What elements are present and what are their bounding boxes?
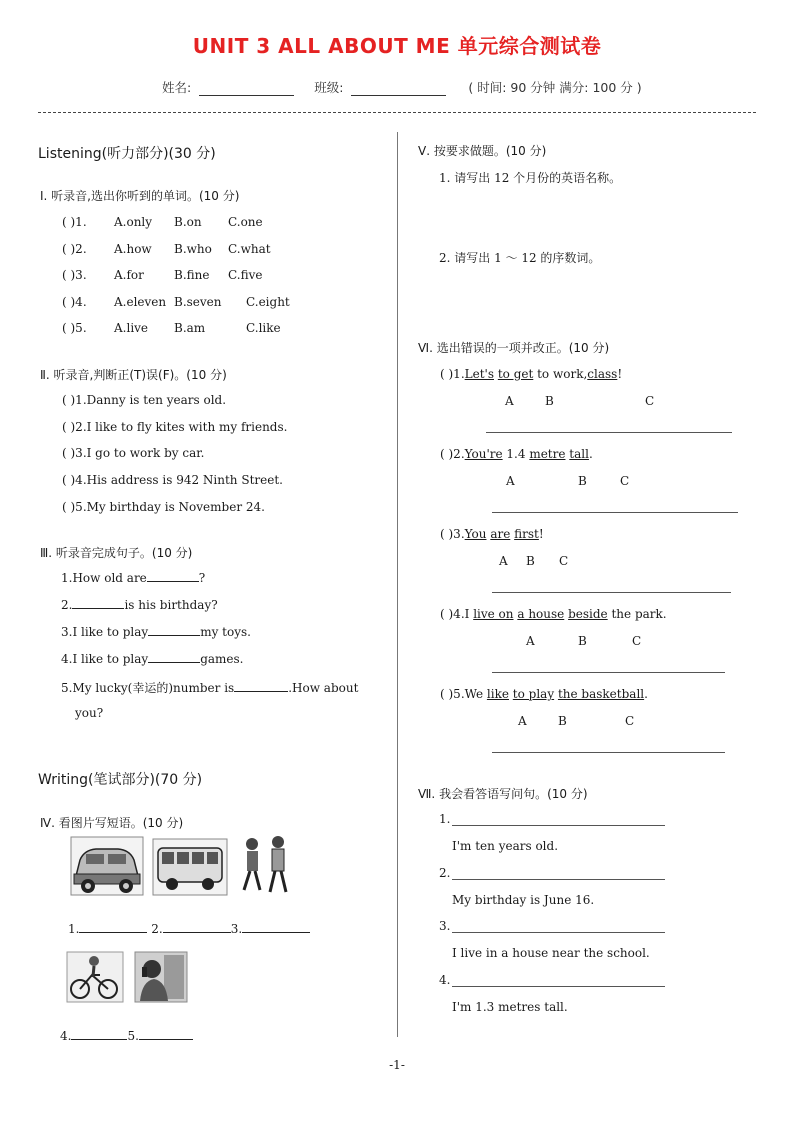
student-info [162, 78, 642, 96]
list-item: ( )5.My birthday is November 24. [62, 499, 265, 514]
underlined-part: metre [529, 447, 566, 461]
list-item: ( )3.I go to work by car. [62, 446, 205, 461]
error-item [440, 367, 622, 381]
underlined-part: to play [512, 687, 555, 701]
error-item [440, 687, 648, 701]
underlined-part: live on [473, 607, 514, 621]
option-b: B.am [174, 321, 206, 335]
part5-q2: 2. 请写出 1 ～ 12 的序数词。 [439, 251, 601, 265]
answer-blank[interactable] [72, 598, 124, 609]
answer-text: I'm 1.3 metres tall. [452, 999, 568, 1014]
part5-q1: 1. 请写出 12 个月份的英语名称。 [439, 171, 622, 185]
option-a: A.for [114, 268, 144, 282]
underlined-part: like [486, 687, 509, 701]
question-line[interactable] [452, 825, 665, 826]
part3-title: Ⅲ. 听录音完成句子。(10 分) [40, 546, 193, 560]
choice-label: A [518, 714, 527, 728]
question-line[interactable] [452, 932, 665, 933]
class-field[interactable] [351, 83, 446, 96]
underlined-part: You're [464, 447, 503, 461]
list-item [61, 652, 243, 666]
choice-label: B [545, 394, 554, 408]
item-number: ( )5.We [440, 687, 487, 701]
page-title: UNIT 3 ALL ABOUT ME 单元综合测试卷 [192, 34, 602, 58]
sentence-end: my toys. [200, 625, 251, 639]
choice-label: B [578, 634, 587, 648]
answer-text: I live in a house near the school. [452, 946, 650, 960]
choice-label: C [625, 714, 635, 728]
correction-line[interactable] [492, 512, 738, 513]
option-b: B.who [174, 241, 212, 256]
part4-row2 [60, 1029, 193, 1043]
question-number: 4. [439, 972, 451, 987]
underlined-part: tall [569, 447, 589, 461]
item-number: ( )1. [62, 215, 87, 229]
correction-line[interactable] [492, 752, 725, 753]
choice-label: C [645, 394, 655, 408]
item-number: ( )2. [440, 447, 465, 461]
correction-line[interactable] [492, 592, 731, 593]
option-b: B.fine [174, 268, 210, 282]
choice-label: B [558, 714, 567, 728]
error-item [440, 607, 667, 621]
car-picture [70, 836, 144, 896]
list-item [62, 295, 290, 309]
sentence-start: 2. [61, 598, 73, 612]
sentence-end: games. [200, 652, 244, 666]
sentence-start: 3.I like to play [61, 625, 149, 639]
name-field[interactable] [199, 83, 294, 96]
part4-num3: 3. [230, 922, 243, 936]
page-number: -1- [389, 1058, 405, 1072]
part4-num5: 5. [127, 1029, 139, 1043]
option-c: C.one [228, 215, 263, 229]
time-info: ( 时间: 90 分钟 满分: 100 分 ) [468, 80, 642, 95]
list-item: ( )2.I like to fly kites with my friends. [62, 419, 288, 434]
list-item [62, 321, 281, 335]
part7-title: Ⅶ. 我会看答语写问句。(10 分) [418, 787, 588, 801]
choice-label: A [526, 634, 535, 648]
underlined-part: beside [568, 607, 608, 621]
option-c: C.eight [246, 294, 290, 309]
question-line[interactable] [452, 986, 665, 987]
option-a: A.eleven [114, 294, 167, 309]
part1-title: Ⅰ. 听录音,选出你听到的单词。(10 分) [40, 189, 240, 203]
underlined-part: first [514, 527, 539, 541]
sentence-start: 4.I like to play [61, 652, 149, 666]
part3-item5-cont: you? [75, 706, 104, 720]
list-item [62, 215, 263, 229]
list-item [61, 598, 218, 612]
sentence-end: ? [198, 571, 206, 585]
item-number: ( )5. [62, 321, 87, 335]
sentence-end: is his birthday? [124, 598, 218, 612]
underlined-part: to get [497, 367, 534, 381]
part5-title: Ⅴ. 按要求做题。(10 分) [418, 144, 547, 158]
list-item: ( )4.His address is 942 Ninth Street. [62, 473, 283, 488]
part4-title: Ⅳ. 看图片写短语。(10 分) [40, 816, 184, 830]
sentence-text: 1.4 [502, 447, 530, 461]
answer-blank-5[interactable] [139, 1029, 193, 1040]
sentence-text: the park. [607, 607, 667, 621]
answer-blank[interactable] [148, 625, 200, 636]
item-number: ( )3. [440, 527, 465, 541]
answer-blank[interactable] [148, 652, 200, 663]
column-divider [397, 132, 398, 1037]
option-c: C.what [228, 241, 271, 256]
option-a: A.how [114, 241, 152, 256]
error-item [440, 527, 544, 541]
part4-num1: 1. [68, 922, 80, 936]
list-item: ( )1.Danny is ten years old. [62, 393, 227, 407]
item-number: ( )1. [440, 367, 465, 381]
choice-label: A [499, 554, 508, 568]
sentence-end: .How about [288, 681, 359, 695]
underlined-part: a house [517, 607, 565, 621]
bike-picture [66, 951, 124, 1003]
list-item [61, 571, 205, 585]
choice-label: B [526, 554, 535, 568]
phone-picture [134, 951, 188, 1003]
class-label: 班级: [314, 80, 344, 95]
part4-num2: 2. [151, 922, 163, 936]
choice-label: B [578, 474, 587, 488]
question-number: 3. [439, 919, 451, 933]
part6-title: Ⅵ. 选出错误的一项并改正。(10 分) [418, 341, 610, 355]
underlined-part: Let's [464, 367, 494, 381]
sentence-start: 5.My lucky(幸运的)number is [61, 681, 235, 695]
list-item [62, 268, 262, 282]
answer-blank-1[interactable] [79, 922, 147, 933]
list-item [61, 679, 358, 696]
option-a: A.only [114, 215, 153, 229]
sentence-start: 1.How old are [61, 571, 147, 585]
item-number: ( )4. [62, 294, 87, 309]
item-number: ( )3. [62, 268, 87, 282]
item-number: ( )4.I [440, 607, 474, 621]
choice-label: C [620, 474, 630, 488]
choice-label: C [559, 554, 569, 568]
sentence-text: ! [617, 367, 623, 381]
sentence-text: . [588, 447, 593, 461]
bus-picture [152, 838, 228, 896]
option-c: C.like [246, 321, 281, 335]
option-c: C.five [228, 268, 263, 282]
list-item [61, 625, 251, 639]
listening-title: Listening(听力部分)(30 分) [38, 146, 216, 162]
list-item [62, 242, 271, 256]
item-number: ( )2. [62, 241, 87, 256]
option-b: B.on [174, 215, 202, 229]
walking-picture [236, 832, 296, 896]
header-divider [38, 112, 756, 113]
answer-blank[interactable] [147, 571, 199, 582]
part4-row1 [68, 922, 310, 936]
underlined-part: You [464, 527, 487, 541]
underlined-part: the basketball [557, 687, 645, 701]
sentence-text: . [644, 687, 648, 701]
question-number: 2. [439, 865, 451, 880]
correction-line[interactable] [492, 672, 725, 673]
sentence-text: ! [538, 527, 544, 541]
underlined-part: class [587, 367, 618, 381]
part2-title: Ⅱ. 听录音,判断正(T)误(F)。(10 分) [40, 368, 227, 382]
error-item [440, 447, 593, 461]
correction-line[interactable] [486, 432, 732, 433]
option-b: B.seven [174, 294, 222, 309]
answer-blank-2[interactable] [163, 922, 231, 933]
question-line[interactable] [452, 879, 665, 880]
choice-label: A [506, 474, 515, 488]
writing-title: Writing(笔试部分)(70 分) [38, 772, 203, 788]
part4-num4: 4. [60, 1029, 72, 1043]
answer-text: My birthday is June 16. [452, 892, 595, 907]
sentence-text: to work, [533, 367, 588, 381]
choice-label: C [632, 634, 642, 648]
choice-label: A [505, 394, 514, 408]
answer-blank[interactable] [234, 681, 288, 692]
question-number: 1. [439, 812, 451, 826]
option-a: A.live [114, 321, 149, 335]
answer-blank-3[interactable] [242, 922, 310, 933]
name-label: 姓名: [162, 80, 192, 95]
underlined-part: are [490, 527, 511, 541]
answer-text: I'm ten years old. [452, 839, 559, 853]
answer-blank-4[interactable] [71, 1029, 127, 1040]
